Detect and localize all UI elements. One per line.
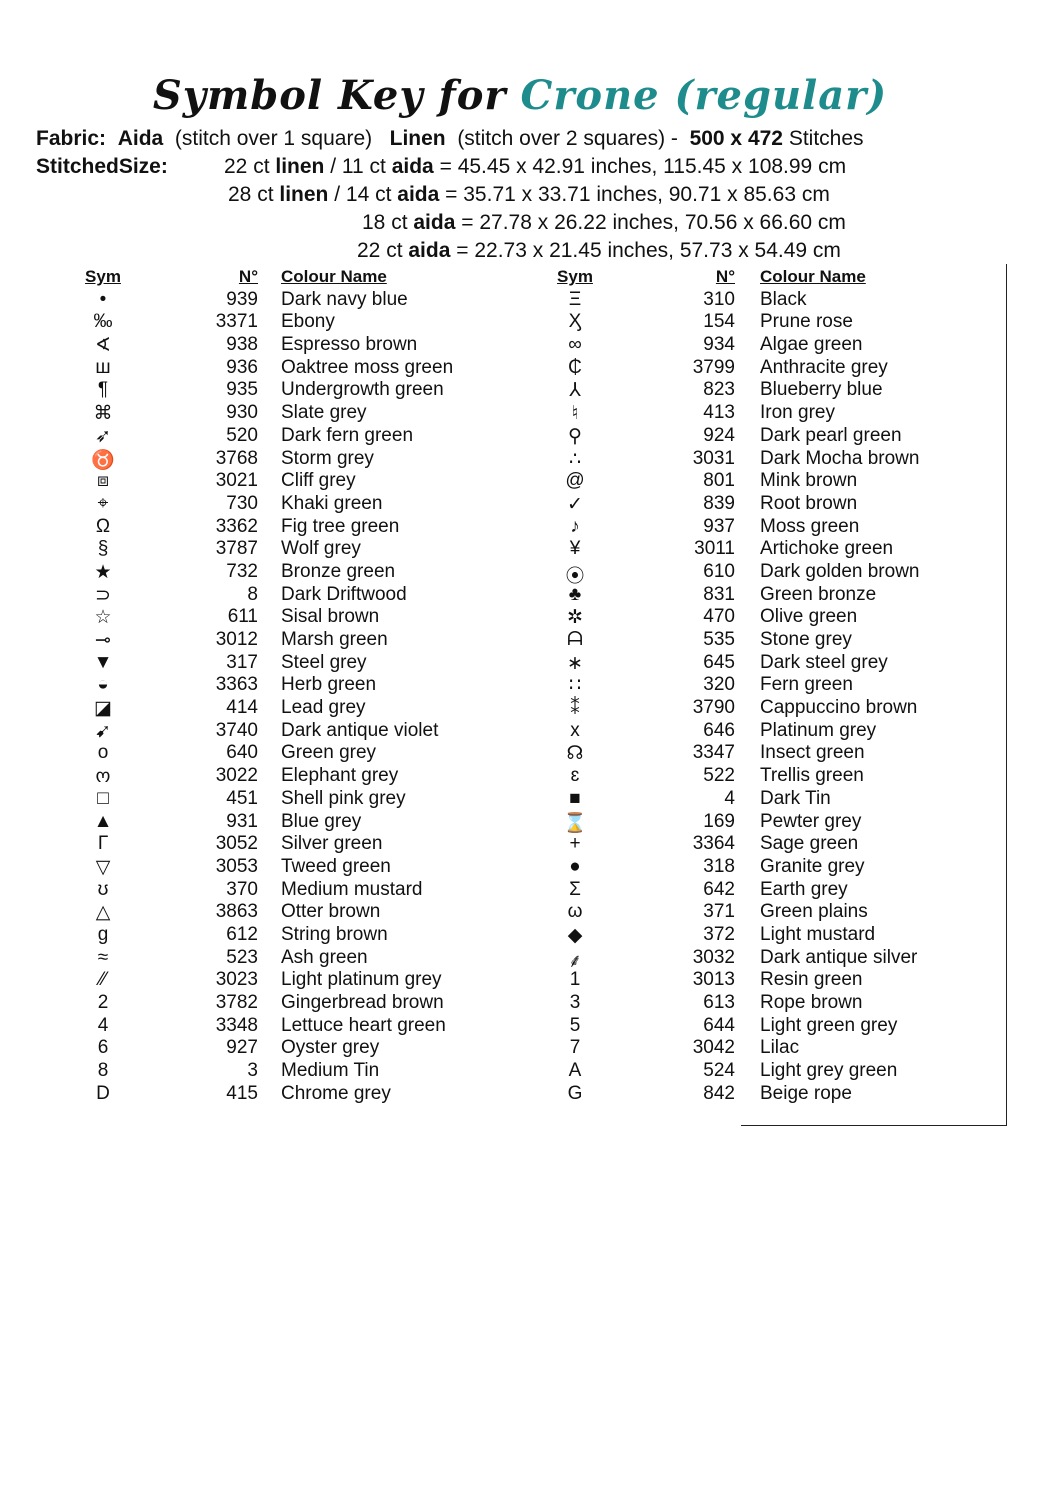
- colour-name: Sisal brown: [281, 606, 380, 628]
- size-dimensions: = 45.45 x 42.91 inches, 115.45 x 108.99 cm: [439, 155, 847, 178]
- thread-number: 730: [226, 492, 258, 514]
- colour-name: Rope brown: [760, 992, 863, 1013]
- thread-number: 935: [226, 379, 258, 401]
- size-fabric: linen: [275, 155, 325, 178]
- colour-name: Dark steel grey: [760, 651, 888, 673]
- stitch-symbol: ₵: [568, 356, 582, 378]
- colour-name: Dark Mocha brown: [760, 447, 920, 469]
- page-title: [0, 72, 1040, 119]
- stitch-symbol: ‰: [93, 311, 113, 333]
- colour-name: Storm grey: [281, 447, 374, 469]
- stitch-symbol: ¥: [569, 538, 581, 560]
- colour-name: Steel grey: [281, 651, 367, 673]
- thread-number: 3: [247, 1060, 258, 1082]
- stitch-symbol: ш: [95, 356, 111, 378]
- colour-name: Oaktree moss green: [281, 356, 454, 378]
- thread-number: 310: [703, 288, 735, 310]
- thread-number: 938: [226, 334, 258, 356]
- stitch-symbol: Σ: [569, 878, 581, 900]
- stitch-symbol: Г: [97, 833, 109, 855]
- colour-name: Chrome grey: [281, 1082, 391, 1104]
- colour-name: Oyster grey: [281, 1037, 380, 1059]
- stitch-symbol: ω: [567, 901, 583, 923]
- colour-name: Trellis green: [760, 765, 864, 787]
- thread-number: 930: [226, 402, 258, 424]
- colour-name: Dark Driftwood: [281, 583, 407, 605]
- size-count: / 14 ct: [334, 183, 392, 206]
- colour-name: Lettuce heart green: [281, 1014, 446, 1036]
- thread-number: 3042: [692, 1037, 735, 1059]
- fabric-aida-note: (stitch over 1 square): [174, 127, 373, 150]
- stitch-symbol: +: [569, 833, 581, 855]
- thread-number: 3799: [692, 356, 735, 378]
- colour-name: Lead grey: [281, 697, 366, 719]
- stitch-symbol: g: [97, 923, 109, 945]
- thread-number: 931: [226, 810, 258, 832]
- stitch-symbol: x: [570, 719, 580, 741]
- colour-name: Herb green: [281, 674, 377, 696]
- thread-number: 371: [703, 901, 735, 923]
- colour-name: Dark navy blue: [281, 288, 408, 310]
- thread-number: 732: [226, 560, 258, 582]
- stitch-symbol: ♮: [571, 403, 579, 425]
- colour-name: Dark fern green: [281, 424, 414, 446]
- colour-name: Shell pink grey: [281, 787, 406, 809]
- size-dimensions: = 22.73 x 21.45 inches, 57.73 x 54.49 cm: [456, 239, 841, 262]
- size-line-1: [36, 155, 846, 179]
- stitch-symbol: Ω: [95, 515, 111, 537]
- thread-number: 451: [226, 787, 258, 809]
- stitch-symbol: A: [568, 1060, 582, 1082]
- colour-name: Algae green: [760, 334, 863, 356]
- colour-name: Artichoke green: [760, 538, 894, 560]
- thread-number: 3023: [215, 969, 258, 991]
- size-count: 28 ct: [228, 183, 274, 206]
- stitch-symbol: G: [567, 1082, 583, 1104]
- table-right-border: [1006, 264, 1007, 1126]
- colour-name: Espresso brown: [281, 334, 418, 356]
- thread-number: 3013: [692, 969, 735, 991]
- stitch-symbol: ☆: [94, 607, 112, 629]
- colour-name: Light green grey: [760, 1014, 898, 1036]
- stitch-symbol: ⧈: [96, 470, 110, 492]
- thread-number: 3782: [215, 992, 258, 1013]
- thread-number: 3787: [215, 538, 258, 560]
- colour-name: Blue grey: [281, 810, 362, 832]
- stitch-symbol: ɛ: [570, 765, 580, 787]
- thread-number: 823: [703, 379, 735, 401]
- stitch-symbol: ⌘: [93, 403, 113, 425]
- thread-number: 927: [226, 1037, 258, 1059]
- colour-name: Marsh green: [281, 629, 388, 650]
- colour-name: Dark antique silver: [760, 946, 918, 968]
- thread-number: 613: [703, 992, 735, 1013]
- stitch-symbol: @: [565, 470, 585, 492]
- thread-number: 520: [226, 424, 258, 446]
- thread-number: 3347: [692, 742, 735, 764]
- colour-name: Prune rose: [760, 311, 853, 333]
- colour-name: Medium Tin: [281, 1060, 380, 1082]
- stitch-symbol: ⁄⁄: [99, 969, 107, 991]
- stitch-symbol: Ӽ: [568, 311, 582, 333]
- colour-name: Granite grey: [760, 855, 865, 877]
- size-dimensions: = 27.78 x 26.22 inches, 70.56 x 66.60 cm: [461, 211, 846, 234]
- colour-name: Undergrowth green: [281, 379, 444, 401]
- size-line-2: [228, 183, 830, 207]
- thread-number: 523: [226, 946, 258, 968]
- stitch-symbol: ო: [95, 766, 111, 788]
- thread-number: 370: [226, 878, 258, 900]
- thread-number: 3052: [215, 833, 258, 855]
- thread-number: 3032: [692, 946, 735, 968]
- thread-number: 3364: [692, 833, 735, 855]
- stitch-symbol: ᗩ: [567, 629, 583, 650]
- colour-name: Light platinum grey: [281, 969, 442, 991]
- thread-number: 3362: [215, 515, 258, 537]
- stitch-symbol: ➶: [95, 425, 111, 447]
- stitch-symbol: ʊ: [97, 878, 109, 900]
- stitch-symbol: D: [96, 1082, 110, 1104]
- stitch-count: 500 x 472: [689, 127, 783, 150]
- stitch-symbol: ▽: [95, 856, 111, 878]
- stitch-symbol: ★: [94, 561, 112, 583]
- colour-name: Lilac: [760, 1037, 800, 1059]
- fabric-aida: Aida: [117, 127, 164, 150]
- thread-number: 645: [703, 651, 735, 673]
- thread-number: 642: [703, 878, 735, 900]
- stitch-symbol: ¶: [97, 379, 109, 401]
- colour-name: Light mustard: [760, 923, 876, 945]
- stitch-symbol: ∗: [567, 652, 583, 674]
- thread-number: 3022: [215, 765, 258, 787]
- thread-number: 3371: [215, 311, 258, 333]
- stitch-symbol: ☊: [566, 743, 584, 765]
- thread-number: 612: [226, 923, 258, 945]
- thread-number: 413: [703, 402, 735, 424]
- size-fabric: linen: [279, 183, 329, 206]
- thread-number: 415: [226, 1082, 258, 1104]
- stitch-symbol: △: [95, 902, 111, 924]
- size-label: StitchedSize:: [36, 155, 168, 178]
- stitch-symbol: ∴: [568, 448, 582, 470]
- colour-name: Stone grey: [760, 629, 852, 650]
- size-fabric: aida: [397, 183, 440, 206]
- stitch-symbol: ◆: [567, 924, 583, 946]
- colour-name: Ebony: [281, 311, 335, 333]
- thread-number: 320: [703, 674, 735, 696]
- colour-name: Sage green: [760, 833, 859, 855]
- stitch-symbol: ➹: [95, 720, 111, 742]
- stitch-symbol: ⊃: [95, 584, 111, 606]
- colour-name: Bronze green: [281, 560, 396, 582]
- colour-name: Platinum grey: [760, 719, 877, 741]
- colour-name: Resin green: [760, 969, 863, 991]
- colour-name: Green grey: [281, 742, 377, 764]
- colour-name: Green plains: [760, 901, 868, 923]
- stitch-symbol: 3: [569, 992, 581, 1013]
- stitch-symbol: 1: [569, 969, 581, 991]
- fabric-label: Fabric:: [36, 127, 107, 150]
- stitch-symbol: ⊸: [95, 630, 111, 651]
- fabric-linen: Linen: [389, 127, 446, 150]
- colour-name: Mink brown: [760, 470, 858, 492]
- colour-name: String brown: [281, 923, 388, 945]
- colour-name: Fern green: [760, 674, 853, 696]
- thread-number: 936: [226, 356, 258, 378]
- thread-number: 3740: [215, 719, 258, 741]
- stitch-symbol: ♪: [570, 515, 580, 537]
- colour-name: Blueberry blue: [760, 379, 883, 401]
- stitch-symbol: 6: [97, 1037, 109, 1059]
- thread-number: 3012: [215, 629, 258, 650]
- colour-name: Root brown: [760, 492, 858, 514]
- stitch-symbol: ⸙: [567, 950, 583, 972]
- stitch-symbol: ∷: [568, 675, 582, 697]
- thread-number: 317: [226, 651, 258, 673]
- colour-name: Gingerbread brown: [281, 992, 444, 1013]
- thread-number: 524: [703, 1060, 735, 1082]
- thread-number: 3363: [215, 674, 258, 696]
- stitch-symbol: ♉: [91, 449, 115, 471]
- colour-name: Khaki green: [281, 492, 383, 514]
- thread-number: 169: [703, 810, 735, 832]
- colour-name: Black: [760, 288, 807, 310]
- stitch-symbol: •: [99, 288, 107, 310]
- header-colour-name: Colour Name: [281, 267, 387, 286]
- colour-name: Insect green: [760, 742, 865, 764]
- header-colour-name: Colour Name: [760, 267, 866, 286]
- thread-number: 154: [703, 311, 735, 333]
- stitch-symbol: Ξ: [568, 288, 582, 310]
- thread-number: 3021: [215, 470, 258, 492]
- colour-name: Ash green: [281, 946, 368, 968]
- thread-number: 939: [226, 288, 258, 310]
- fabric-linen-note: (stitch over 2 squares) -: [457, 127, 678, 150]
- stitch-symbol: □: [97, 787, 109, 809]
- stitch-symbol: ≈: [97, 946, 109, 968]
- thread-number: 611: [227, 606, 258, 628]
- colour-name: Otter brown: [281, 901, 381, 923]
- stitch-symbol: ✓: [567, 493, 583, 515]
- colour-name: Slate grey: [281, 402, 367, 424]
- stitch-symbol: ∞: [568, 334, 582, 356]
- table-bottom-border: [741, 1125, 1007, 1126]
- thread-number: 470: [703, 606, 735, 628]
- thread-number: 924: [703, 424, 735, 446]
- colour-name: Wolf grey: [281, 538, 361, 560]
- thread-number: 934: [703, 334, 735, 356]
- thread-number: 318: [703, 855, 735, 877]
- header-number: N°: [238, 267, 258, 286]
- size-count: 22 ct: [357, 239, 403, 262]
- thread-number: 522: [703, 765, 735, 787]
- thread-number: 801: [703, 470, 735, 492]
- colour-name: Cliff grey: [281, 470, 356, 492]
- header-number: N°: [715, 267, 735, 286]
- thread-number: 372: [703, 923, 735, 945]
- colour-name: Dark antique violet: [281, 719, 439, 741]
- stitch-symbol: 8: [97, 1060, 109, 1082]
- thread-number: 842: [703, 1082, 735, 1104]
- colour-name: Pewter grey: [760, 810, 862, 832]
- stitch-symbol: 7: [569, 1037, 581, 1059]
- colour-name: Medium mustard: [281, 878, 423, 900]
- colour-name: Green bronze: [760, 583, 877, 605]
- colour-name: Fig tree green: [281, 515, 400, 537]
- stitch-symbol: ▼: [93, 651, 113, 673]
- stitch-symbol: ⌖: [97, 492, 109, 514]
- colour-name: Iron grey: [760, 402, 835, 424]
- header-sym: Sym: [85, 267, 121, 286]
- colour-name: Olive green: [760, 606, 858, 628]
- size-line-4: [357, 239, 841, 263]
- colour-name: Cappuccino brown: [760, 697, 918, 719]
- colour-name: Dark Tin: [760, 787, 831, 809]
- size-line-3: [362, 211, 846, 235]
- colour-name: Light grey green: [760, 1060, 898, 1082]
- stitch-symbol: ⁑: [570, 698, 580, 720]
- size-count: / 11 ct: [330, 155, 386, 178]
- thread-number: 8: [247, 583, 258, 605]
- title-pattern-name: Crone (regular): [520, 72, 888, 119]
- stitch-symbol: o: [97, 742, 109, 764]
- thread-number: 3790: [692, 697, 735, 719]
- stitch-symbol: ⅄: [569, 380, 581, 402]
- thread-number: 640: [226, 742, 258, 764]
- thread-number: 3031: [692, 447, 735, 469]
- size-fabric: aida: [413, 211, 456, 234]
- thread-number: 3768: [215, 447, 258, 469]
- stitch-symbol: ⌛: [563, 812, 587, 834]
- thread-number: 644: [703, 1014, 735, 1036]
- colour-name: Beige rope: [760, 1082, 852, 1104]
- thread-number: 3011: [694, 538, 735, 560]
- stitch-symbol: ◪: [94, 698, 112, 720]
- thread-number: 839: [703, 492, 735, 514]
- stitch-symbol: 4: [97, 1014, 109, 1036]
- size-dimensions: = 35.71 x 33.71 inches, 90.71 x 85.63 cm: [445, 183, 830, 206]
- thread-number: 535: [703, 629, 735, 650]
- colour-name: Tweed green: [281, 855, 391, 877]
- colour-name: Dark pearl green: [760, 424, 902, 446]
- colour-name: Dark golden brown: [760, 560, 920, 582]
- header-sym: Sym: [557, 267, 593, 286]
- stitch-symbol: 2: [97, 992, 109, 1013]
- colour-name: Moss green: [760, 515, 860, 537]
- title-prefix: Symbol Key for: [152, 72, 507, 119]
- stitch-symbol: ♣: [568, 583, 582, 605]
- stitch-symbol: ∢: [95, 335, 111, 357]
- stitches-word: Stitches: [788, 127, 864, 150]
- thread-number: 831: [703, 583, 735, 605]
- colour-name: Silver green: [281, 833, 383, 855]
- stitch-symbol: ●: [569, 855, 581, 877]
- thread-number: 414: [226, 697, 258, 719]
- thread-number: 646: [703, 719, 735, 741]
- size-count: 22 ct: [224, 155, 270, 178]
- fabric-line: [36, 127, 864, 151]
- stitch-symbol: ◒: [97, 674, 109, 696]
- thread-number: 610: [703, 560, 735, 582]
- stitch-symbol: §: [97, 538, 109, 560]
- size-count: 18 ct: [362, 211, 408, 234]
- stitch-symbol: ✲: [567, 607, 583, 629]
- thread-number: 3348: [215, 1014, 258, 1036]
- colour-name: Earth grey: [760, 878, 848, 900]
- colour-name: Elephant grey: [281, 765, 399, 787]
- size-fabric: aida: [391, 155, 434, 178]
- thread-number: 3863: [215, 901, 258, 923]
- stitch-symbol: ⦿: [565, 565, 585, 587]
- stitch-symbol: 5: [569, 1014, 581, 1036]
- colour-name: Anthracite grey: [760, 356, 888, 378]
- stitch-symbol: ⚲: [568, 425, 582, 447]
- thread-number: 4: [724, 787, 735, 809]
- size-fabric: aida: [408, 239, 451, 262]
- stitch-symbol: ▲: [93, 810, 113, 832]
- stitch-symbol: ■: [569, 787, 581, 809]
- thread-number: 937: [703, 515, 735, 537]
- thread-number: 3053: [215, 855, 258, 877]
